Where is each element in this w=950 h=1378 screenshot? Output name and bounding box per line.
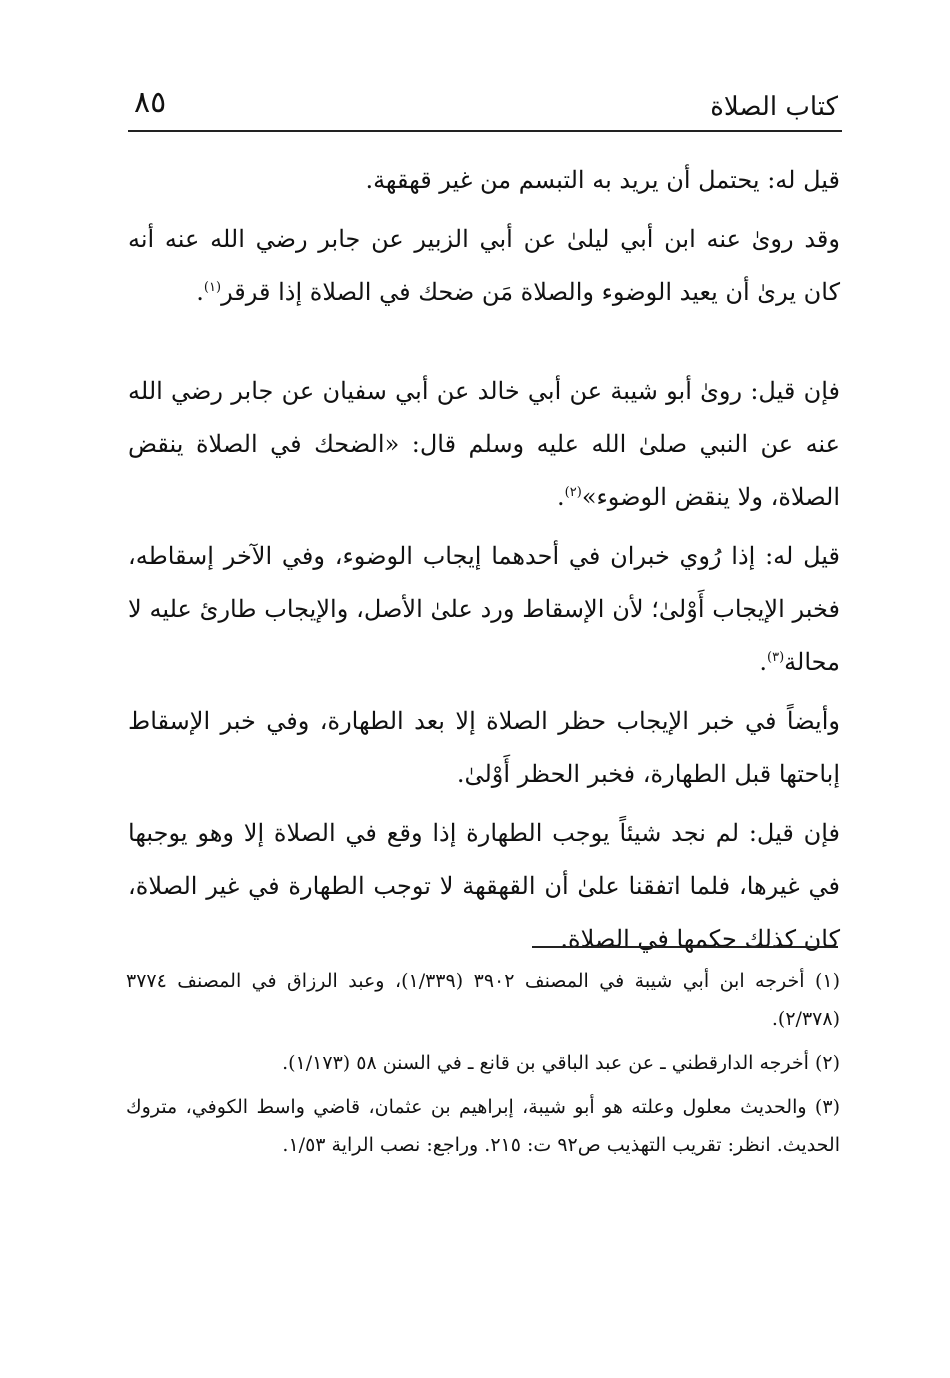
footnote: (٢) أخرجه الدارقطني ـ عن عبد الباقي بن قانع ـ في السنن ٥٨ (١/١٧٣). — [282, 1052, 840, 1074]
footnote-marker: (١) — [203, 280, 222, 295]
paragraph-end: . — [196, 278, 204, 306]
paragraph-end: . — [759, 648, 768, 676]
paragraph-text: قيل له: يحتمل أن يريد به التبسم من غير قهقهة. — [365, 166, 840, 194]
footnote-marker: (٣) — [767, 650, 785, 665]
footnotes — [126, 962, 840, 1170]
paragraph-end: . — [557, 483, 565, 511]
paragraph-text: فإن قيل: روىٰ أبو شيبة عن أبي خالد عن أبي سفيان عن جابر رضي الله عنه عن النبي صلىٰ الله عليه وسلم قال: «الضحك في الصلاة ينقض الصلاة، ولا ينقض الوضوء» — [128, 377, 840, 511]
page-number: ٨٥ — [134, 85, 167, 120]
chapter-title: كتاب الصلاة — [710, 92, 838, 122]
paragraph — [128, 154, 840, 207]
page-header — [128, 84, 842, 132]
paragraph — [128, 365, 840, 524]
main-text — [128, 154, 840, 966]
paragraph — [128, 530, 840, 689]
paragraph — [128, 695, 840, 801]
footnote-marker: (٢) — [564, 485, 582, 500]
paragraph — [128, 213, 840, 319]
paragraph-text: فإن قيل: لم نجد شيئاً يوجب الطهارة إذا وقع في الصلاة إلا وهو يوجبها في غيرها، فلما اتفقنا علىٰ أن القهقهة لا توجب الطهارة في غير الصلاة، كان كذلك حكمها في الصلاة. — [128, 819, 840, 953]
paragraph — [128, 807, 840, 966]
footnote: (١) أخرجه ابن أبي شيبة في المصنف ٣٩٠٢ (١/٣٣٩)، وعبد الرزاق في المصنف ٣٧٧٤ (٢/٣٧٨). — [126, 970, 841, 1030]
footnote: (٣) والحديث معلول وعلته هو أبو شيبة، إبراهيم بن عثمان، قاضي واسط الكوفي، متروك الحديث. انظر: تقريب التهذيب ص٩٢ ت: ٢١٥. وراجع: نصب الراية ١/٥٣. — [126, 1096, 840, 1156]
paragraph-text: وأيضاً في خبر الإيجاب حظر الصلاة إلا بعد الطهارة، وفي خبر الإسقاط إباحتها قبل الطهارة، فخبر الحظر أَوْلىٰ. — [128, 707, 840, 788]
paragraph-text: وقد روىٰ عنه ابن أبي ليلىٰ عن أبي الزبير عن جابر رضي الله عنه أنه كان يرىٰ أن يعيد الوضوء والصلاة مَن ضحك في الصلاة إذا قرقر — [128, 225, 840, 306]
footnote-divider — [532, 946, 838, 948]
paragraph-text: قيل له: إذا رُوي خبران في أحدهما إيجاب الوضوء، وفي الآخر إسقاطه، فخبر الإيجاب أَوْلىٰ؛ لأن الإسقاط ورد علىٰ الأصل، والإيجاب طارئ عليه لا محالة — [128, 542, 840, 676]
